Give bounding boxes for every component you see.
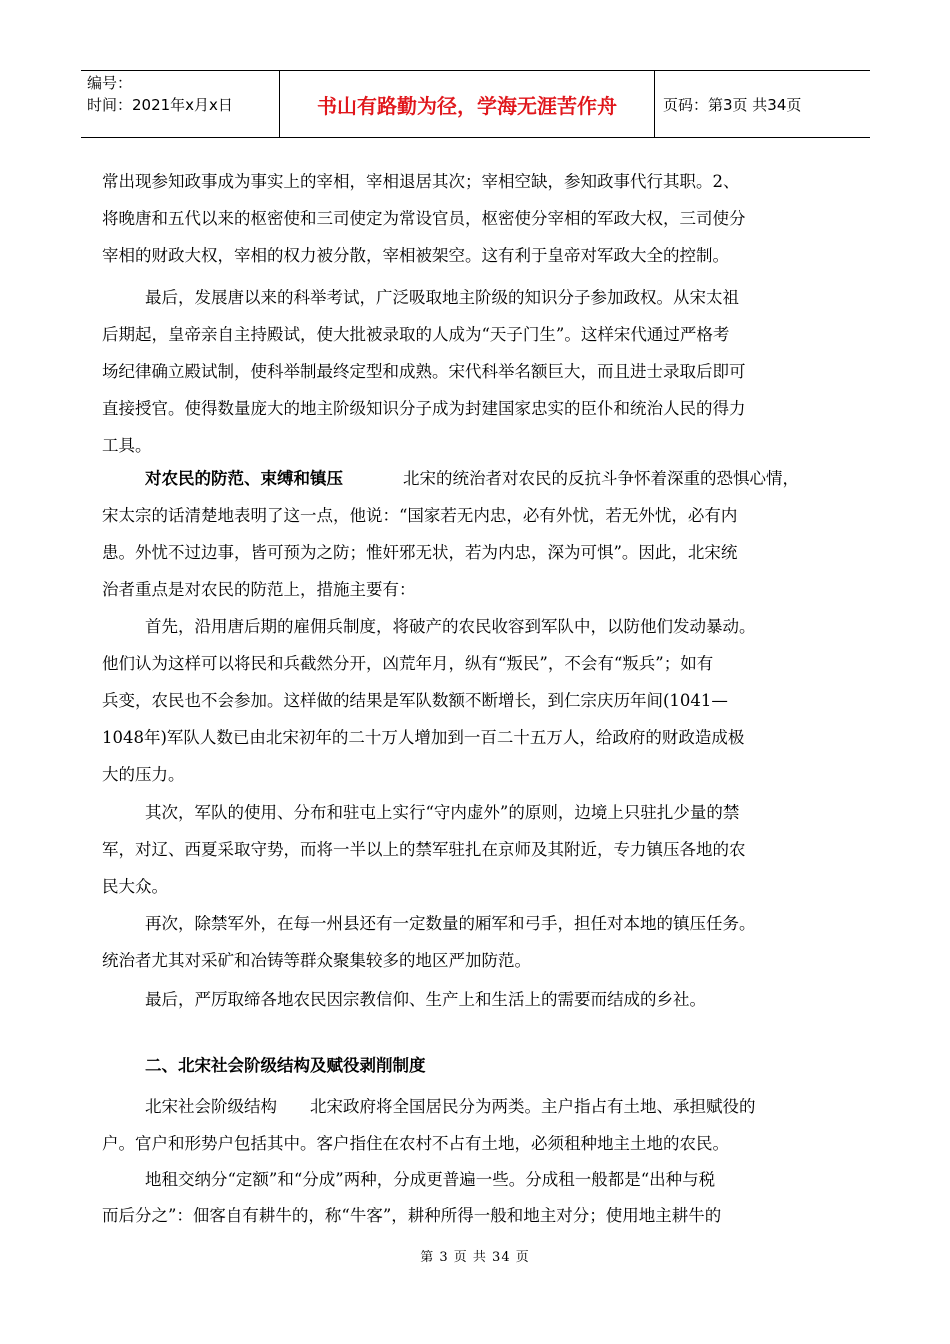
document-date-label: 时间：2021年x月x日 — [87, 96, 233, 114]
text-line: 1048年)军队人数已由北宋初年的二十万人增加到一百二十五万人，给政府的财政造成极 — [102, 728, 745, 747]
header-motto: 书山有路勤为径，学海无涯苦作舟 — [280, 71, 655, 137]
section-heading: 二、北宋社会阶级结构及赋役剥削制度 — [145, 1056, 426, 1075]
text-line: 治者重点是对农民的防范上，措施主要有： — [102, 580, 416, 599]
text-line: 后期起，皇帝亲自主持殿试，使大批被录取的人成为“天子门生”。这样宋代通过严格考 — [102, 325, 730, 344]
header-table — [81, 70, 870, 138]
text-line: 再次，除禁军外，在每一州县还有一定数量的厢军和弓手，担任对本地的镇压任务。 — [145, 914, 756, 933]
text-line: 最后，发展唐以来的科举考试，广泛吸取地主阶级的知识分子参加政权。从宋太祖 — [145, 288, 739, 307]
section-heading: 对农民的防范、束缚和镇压 — [145, 469, 343, 488]
page-footer: 第 3 页 共 34 页 — [420, 1250, 530, 1265]
text-line: 户。官户和形势户包括其中。客户指住在农村不占有土地，必须租种地主土地的农民。 — [102, 1134, 729, 1153]
text-line: 宋太宗的话清楚地表明了这一点，他说：“国家若无内忠，必有外忧，若无外忧，必有内 — [102, 506, 738, 525]
text-line: 兵变，农民也不会参加。这样做的结果是军队数额不断增长，到仁宗庆历年间(1041— — [102, 691, 728, 710]
text-line: 民大众。 — [102, 877, 168, 896]
header-page-info: 页码：第3页 共34页 — [663, 95, 802, 114]
text-line: 统治者尤其对采矿和冶铸等群众聚集较多的地区严加防范。 — [102, 951, 531, 970]
text-line: 北宋社会阶级结构 北宋政府将全国居民分为两类。主户指占有土地、承担赋役的 — [145, 1097, 756, 1116]
text-line: 患。外忧不过边事，皆可预为之防；惟奸邪无状，若为内忠，深为可惧”。因此，北宋统 — [102, 543, 738, 562]
text-line: 他们认为这样可以将民和兵截然分开，凶荒年月，纵有“叛民”，不会有“叛兵”；如有 — [102, 654, 714, 673]
text-line: 工具。 — [102, 436, 152, 455]
text-line: 场纪律确立殿试制，使科举制最终定型和成熟。宋代科举名额巨大，而且进士录取后即可 — [102, 362, 746, 381]
text-line: 直接授官。使得数量庞大的地主阶级知识分子成为封建国家忠实的臣仆和统治人民的得力 — [102, 399, 746, 418]
text-line: 北宋的统治者对农民的反抗斗争怀着深重的恐惧心情， — [403, 469, 799, 488]
text-line: 大的压力。 — [102, 765, 185, 784]
text-line: 地租交纳分“定额”和“分成”两种，分成更普遍一些。分成租一般都是“出种与税 — [145, 1170, 716, 1189]
text-line: 常出现参知政事成为事实上的宰相，宰相退居其次；宰相空缺，参知政事代行其职。2、 — [102, 172, 740, 191]
document-number-label: 编号： — [87, 74, 133, 92]
text-line: 首先，沿用唐后期的雇佣兵制度，将破产的农民收容到军队中，以防他们发动暴动。 — [145, 617, 756, 636]
text-line: 宰相的财政大权，宰相的权力被分散，宰相被架空。这有利于皇帝对军政大全的控制。 — [102, 246, 729, 265]
text-line: 其次，军队的使用、分布和驻屯上实行“守内虚外”的原则，边境上只驻扎少量的禁 — [145, 803, 740, 822]
header-meta-cell — [81, 71, 280, 137]
text-line: 最后，严厉取缔各地农民因宗教信仰、生产上和生活上的需要而结成的乡社。 — [145, 990, 706, 1009]
text-line: 将晚唐和五代以来的枢密使和三司使定为常设官员，枢密使分宰相的军政大权，三司使分 — [102, 209, 746, 228]
text-line: 军，对辽、西夏采取守势，而将一半以上的禁军驻扎在京师及其附近，专力镇压各地的农 — [102, 840, 746, 859]
text-line: 而后分之”：佃客自有耕牛的，称“牛客”，耕种所得一般和地主对分；使用地主耕牛的 — [102, 1206, 722, 1225]
